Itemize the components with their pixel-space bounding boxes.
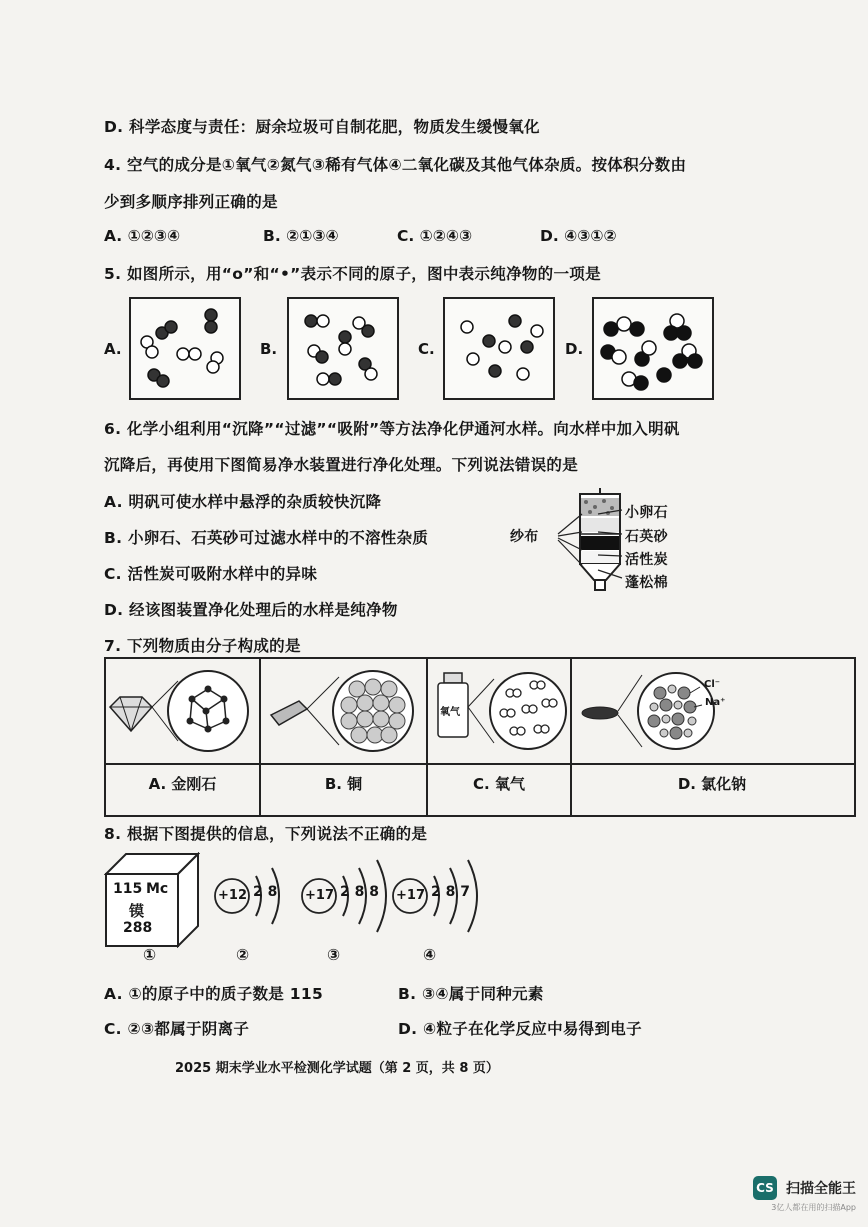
oxygen-bottle-label: 氧气 [440,707,460,718]
filter-label-cloth: 纱布 [510,529,539,545]
q5-particles-b [289,299,397,398]
q5-box-b [287,297,399,400]
salt-icon [572,659,852,763]
q5-label-c: C. [418,340,435,358]
q6-stem-line1: 6. 化学小组利用“沉降”“过滤”“吸附”等方法净化伊通河水样。向水样中加入明矾 [104,420,680,438]
q7-option-c: C. 氧气 [473,775,525,793]
atom-4-shells: 2 8 7 [431,884,470,900]
element-mass: 288 [123,920,153,936]
ion-label-na: Na⁺ [705,697,726,708]
element-name: 镆 [129,902,145,920]
filter-label-cotton: 蓬松棉 [625,575,668,591]
q7-stem: 7. 下列物质由分子构成的是 [104,637,301,655]
q6-stem-line2: 沉降后，再使用下图简易净水装置进行净化处理。下列说法错误的是 [104,456,579,474]
filter-label-carbon: 活性炭 [625,552,668,568]
q5-box-c [443,297,555,400]
q8-option-c: C. ②③都属于阴离子 [104,1020,250,1038]
atom-2-shells: 2 8 [253,884,278,900]
q7-options-table [104,657,856,817]
q3-option-d: D. 科学态度与责任：厨余垃圾可自制花肥，物质发生缓慢氧化 [104,118,540,136]
q4-option-a: A. ①②③④ [104,227,181,245]
atom-4-nucleus: +17 [396,888,425,903]
q6-option-a: A. 明矾可使水样中悬浮的杂质较快沉降 [104,493,382,511]
figure-label-3: ③ [327,946,341,964]
q5-particles-c [445,299,553,398]
figure-label-2: ② [236,946,250,964]
element-symbol: Mc [146,881,169,897]
q7-option-a: A. 金刚石 [148,775,217,793]
q8-option-a: A. ①的原子中的质子数是 115 [104,985,324,1003]
q8-stem: 8. 根据下图提供的信息，下列说法不正确的是 [104,825,428,843]
q5-particles-a [131,299,239,398]
diamond-icon [106,659,259,763]
scanner-watermark [753,1176,856,1213]
q5-stem: 5. 如图所示，用“o”和“•”表示不同的原子，图中表示纯净物的一项是 [104,265,601,283]
q5-label-a: A. [104,340,122,358]
q5-label-b: B. [260,340,278,358]
scanner-logo-icon: CS [753,1176,777,1200]
page-footer: 2025 期末学业水平检测化学试题（第 2 页，共 8 页） [175,1061,499,1076]
q7-option-d: D. 氯化钠 [677,775,747,793]
q4-option-b: B. ②①③④ [263,227,339,245]
q6-option-c: C. 活性炭可吸附水样中的异味 [104,565,318,583]
copper-icon [261,659,426,763]
atom-3-shells: 2 8 8 [340,884,379,900]
element-number: 115 [113,881,143,897]
q5-box-a [129,297,241,400]
figure-label-1: ① [143,946,157,964]
q4-option-d: D. ④③①② [540,227,617,245]
q5-label-d: D. [565,340,584,358]
filter-label-sand: 石英砂 [625,529,668,545]
q8-option-b: B. ③④属于同种元素 [398,985,544,1003]
q4-stem-line1: 4. 空气的成分是①氧气②氮气③稀有气体④二氧化碳及其他气体杂质。按体积分数由 [104,156,687,174]
filter-label-pebbles: 小卵石 [625,505,668,521]
scanner-title: 扫描全能王 [786,1181,856,1197]
q5-box-d [592,297,714,400]
atom-2-nucleus: +12 [218,888,247,903]
q8-option-d: D. ④粒子在化学反应中易得到电子 [398,1020,642,1038]
atom-3-nucleus: +17 [305,888,334,903]
figure-label-4: ④ [423,946,437,964]
q6-option-d: D. 经该图装置净化处理后的水样是纯净物 [104,601,398,619]
q6-option-b: B. 小卵石、石英砂可过滤水样中的不溶性杂质 [104,529,429,547]
filter-pointer-lines [554,500,624,590]
ion-label-cl: Cl⁻ [704,679,721,690]
q5-particles-d [594,299,712,398]
q4-option-c: C. ①②④③ [397,227,473,245]
q7-option-b: B. 铜 [324,775,363,793]
scanner-subtitle: 3亿人都在用的扫描App [771,1203,856,1212]
q4-stem-line2: 少到多顺序排列正确的是 [104,193,278,211]
